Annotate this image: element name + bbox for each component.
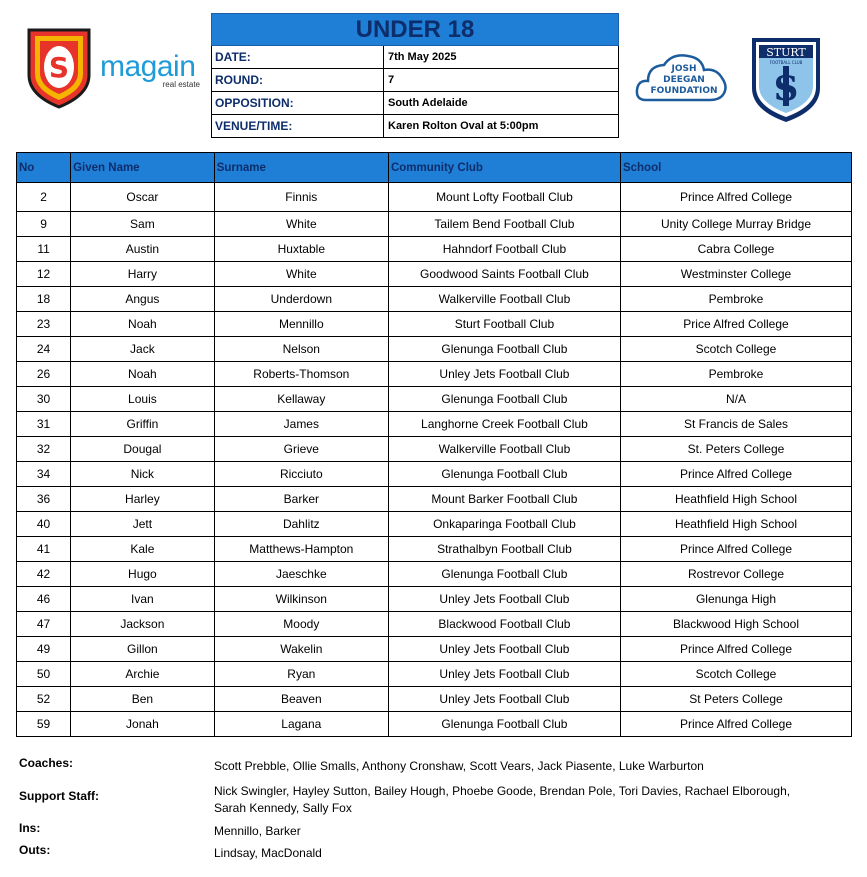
josh-line2: DEEGAN: [663, 75, 705, 85]
cell-given-name: Jonah: [71, 712, 215, 737]
cell-community-club: Strathalbyn Football Club: [388, 537, 620, 562]
cell-given-name: Dougal: [71, 437, 215, 462]
cell-given-name: Hugo: [71, 562, 215, 587]
cell-given-name: Kale: [71, 537, 215, 562]
cell-given-name: Louis: [71, 387, 215, 412]
cell-surname: White: [214, 262, 388, 287]
support-staff-line1: Nick Swingler, Hayley Sutton, Bailey Hough, Phoebe Goode, Brendan Pole, Tori Davies, Rachael Elborough,: [214, 784, 791, 798]
cell-given-name: Ben: [71, 687, 215, 712]
cell-community-club: Blackwood Football Club: [388, 612, 620, 637]
cell-no: 31: [17, 412, 71, 437]
cell-school: Prince Alfred College: [620, 637, 851, 662]
table-row: [17, 487, 852, 512]
cell-given-name: Oscar: [71, 183, 215, 212]
table-row: [17, 212, 852, 237]
cell-no: 50: [17, 662, 71, 687]
team-list-table: [16, 152, 852, 737]
ins-label: Ins:: [19, 821, 41, 835]
cell-community-club: Glenunga Football Club: [388, 712, 620, 737]
cell-community-club: Hahndorf Football Club: [388, 237, 620, 262]
cell-no: 30: [17, 387, 71, 412]
cell-community-club: Glenunga Football Club: [388, 462, 620, 487]
cell-no: 2: [17, 183, 71, 212]
cell-school: Westminster College: [620, 262, 851, 287]
sturt-logo: [750, 36, 822, 124]
col-header-surname: Surname: [214, 153, 388, 183]
cell-school: Price Alfred College: [620, 312, 851, 337]
cell-no: 12: [17, 262, 71, 287]
table-row: [17, 412, 852, 437]
cell-surname: Ryan: [214, 662, 388, 687]
cell-given-name: Jack: [71, 337, 215, 362]
cell-school: St. Peters College: [620, 437, 851, 462]
cell-community-club: Unley Jets Football Club: [388, 587, 620, 612]
table-row: [17, 512, 852, 537]
cell-community-club: Tailem Bend Football Club: [388, 212, 620, 237]
table-row: [17, 312, 852, 337]
cell-school: Pembroke: [620, 287, 851, 312]
cell-community-club: Sturt Football Club: [388, 312, 620, 337]
support-staff-line2: Sarah Kennedy, Sally Fox: [214, 801, 352, 815]
cell-no: 46: [17, 587, 71, 612]
sanfl-shield-icon: [26, 27, 92, 109]
cell-no: 24: [17, 337, 71, 362]
date-label: DATE:: [212, 46, 384, 68]
cell-no: 52: [17, 687, 71, 712]
cell-given-name: Harry: [71, 262, 215, 287]
table-row: [17, 437, 852, 462]
cell-surname: James: [214, 412, 388, 437]
cell-community-club: Langhorne Creek Football Club: [388, 412, 620, 437]
cell-school: N/A: [620, 387, 851, 412]
table-row: [17, 387, 852, 412]
match-info-table: [211, 13, 619, 138]
cell-community-club: Goodwood Saints Football Club: [388, 262, 620, 287]
col-header-no: No: [17, 153, 71, 183]
cell-school: Prince Alfred College: [620, 537, 851, 562]
col-header-school: School: [620, 153, 851, 183]
cell-community-club: Onkaparinga Football Club: [388, 512, 620, 537]
col-header-community-club: Community Club: [388, 153, 620, 183]
cell-community-club: Walkerville Football Club: [388, 287, 620, 312]
josh-line1: JOSH: [671, 64, 697, 74]
coaches-label: Coaches:: [19, 756, 74, 770]
cell-surname: Roberts-Thomson: [214, 362, 388, 387]
sturt-shield-icon: [750, 36, 822, 124]
table-row: [17, 687, 852, 712]
table-row: [17, 287, 852, 312]
cell-no: 40: [17, 512, 71, 537]
cell-no: 9: [17, 212, 71, 237]
cell-surname: Mennillo: [214, 312, 388, 337]
cell-given-name: Austin: [71, 237, 215, 262]
outs-label: Outs:: [19, 843, 51, 857]
cell-surname: Dahlitz: [214, 512, 388, 537]
josh-deegan-logo: [634, 50, 730, 106]
cell-surname: Finnis: [214, 183, 388, 212]
cell-no: 32: [17, 437, 71, 462]
cell-school: Heathfield High School: [620, 512, 851, 537]
cell-school: Scotch College: [620, 662, 851, 687]
table-row: [17, 337, 852, 362]
cell-surname: Matthews-Hampton: [214, 537, 388, 562]
opposition-row: [211, 92, 619, 115]
magain-subtitle: real estate: [162, 80, 200, 89]
table-row: [17, 662, 852, 687]
cell-surname: Moody: [214, 612, 388, 637]
cell-no: 11: [17, 237, 71, 262]
col-header-given-name: Given Name: [71, 153, 215, 183]
cell-community-club: Walkerville Football Club: [388, 437, 620, 462]
support-staff-label: Support Staff:: [19, 789, 99, 803]
sturt-sub: FOOTBALL CLUB: [769, 60, 803, 65]
table-row: [17, 712, 852, 737]
cell-no: 18: [17, 287, 71, 312]
josh-line3: FOUNDATION: [650, 86, 718, 96]
cell-community-club: Glenunga Football Club: [388, 337, 620, 362]
cell-school: Blackwood High School: [620, 612, 851, 637]
cell-surname: Jaeschke: [214, 562, 388, 587]
cell-school: Cabra College: [620, 237, 851, 262]
cell-no: 49: [17, 637, 71, 662]
venue-row: [211, 115, 619, 138]
table-row: [17, 587, 852, 612]
sanfl-letter: S: [48, 51, 70, 84]
team-table-body: [17, 183, 852, 737]
cell-community-club: Mount Barker Football Club: [388, 487, 620, 512]
cell-school: Prince Alfred College: [620, 462, 851, 487]
cell-surname: Ricciuto: [214, 462, 388, 487]
cell-surname: Wakelin: [214, 637, 388, 662]
cell-school: Unity College Murray Bridge: [620, 212, 851, 237]
cloud-icon: [634, 50, 730, 106]
sanfl-logo: [26, 27, 92, 109]
cell-given-name: Angus: [71, 287, 215, 312]
cell-no: 36: [17, 487, 71, 512]
cell-given-name: Griffin: [71, 412, 215, 437]
round-row: [211, 69, 619, 92]
cell-surname: Beaven: [214, 687, 388, 712]
cell-no: 23: [17, 312, 71, 337]
cell-community-club: Unley Jets Football Club: [388, 362, 620, 387]
cell-given-name: Jackson: [71, 612, 215, 637]
cell-community-club: Unley Jets Football Club: [388, 687, 620, 712]
cell-given-name: Noah: [71, 362, 215, 387]
cell-community-club: Unley Jets Football Club: [388, 662, 620, 687]
cell-no: 34: [17, 462, 71, 487]
cell-surname: Wilkinson: [214, 587, 388, 612]
outs-value: Lindsay, MacDonald: [214, 846, 322, 860]
cell-given-name: Gillon: [71, 637, 215, 662]
cell-surname: Underdown: [214, 287, 388, 312]
venue-label: VENUE/TIME:: [212, 115, 384, 137]
table-row: [17, 562, 852, 587]
table-row: [17, 237, 852, 262]
sturt-word: STURT: [766, 46, 806, 59]
cell-school: Prince Alfred College: [620, 712, 851, 737]
cell-no: 42: [17, 562, 71, 587]
cell-community-club: Glenunga Football Club: [388, 387, 620, 412]
cell-school: Glenunga High: [620, 587, 851, 612]
cell-no: 59: [17, 712, 71, 737]
cell-given-name: Harley: [71, 487, 215, 512]
opposition-label: OPPOSITION:: [212, 92, 384, 114]
table-row: [17, 262, 852, 287]
cell-given-name: Noah: [71, 312, 215, 337]
cell-surname: Grieve: [214, 437, 388, 462]
venue-value: Karen Rolton Oval at 5:00pm: [388, 120, 539, 132]
cell-given-name: Nick: [71, 462, 215, 487]
cell-school: Pembroke: [620, 362, 851, 387]
cell-school: Heathfield High School: [620, 487, 851, 512]
cell-surname: Nelson: [214, 337, 388, 362]
cell-community-club: Unley Jets Football Club: [388, 637, 620, 662]
cell-surname: White: [214, 212, 388, 237]
cell-surname: Kellaway: [214, 387, 388, 412]
date-row: [211, 46, 619, 69]
cell-surname: Huxtable: [214, 237, 388, 262]
sturt-monogram: S: [773, 69, 799, 109]
table-row: [17, 612, 852, 637]
cell-given-name: Archie: [71, 662, 215, 687]
team-title: UNDER 18: [211, 13, 619, 46]
cell-school: Scotch College: [620, 337, 851, 362]
table-row: [17, 537, 852, 562]
cell-given-name: Jett: [71, 512, 215, 537]
ins-value: Mennillo, Barker: [214, 824, 301, 838]
cell-no: 41: [17, 537, 71, 562]
date-value: 7th May 2025: [388, 51, 457, 63]
opposition-value: South Adelaide: [388, 97, 468, 109]
round-label: ROUND:: [212, 69, 384, 91]
cell-community-club: Glenunga Football Club: [388, 562, 620, 587]
cell-given-name: Ivan: [71, 587, 215, 612]
cell-school: Prince Alfred College: [620, 183, 851, 212]
cell-school: St Peters College: [620, 687, 851, 712]
magain-logo: [100, 52, 200, 92]
table-row: [17, 637, 852, 662]
cell-no: 47: [17, 612, 71, 637]
table-row: [17, 183, 852, 212]
cell-school: St Francis de Sales: [620, 412, 851, 437]
cell-school: Rostrevor College: [620, 562, 851, 587]
cell-no: 26: [17, 362, 71, 387]
cell-surname: Lagana: [214, 712, 388, 737]
table-row: [17, 362, 852, 387]
coaches-value: Scott Prebble, Ollie Smalls, Anthony Cronshaw, Scott Vears, Jack Piasente, Luke Warburton: [214, 759, 704, 773]
table-row: [17, 462, 852, 487]
magain-wordmark: magain: [100, 50, 196, 83]
round-value: 7: [388, 74, 395, 86]
table-header-row: [17, 153, 852, 183]
cell-community-club: Mount Lofty Football Club: [388, 183, 620, 212]
cell-surname: Barker: [214, 487, 388, 512]
cell-given-name: Sam: [71, 212, 215, 237]
